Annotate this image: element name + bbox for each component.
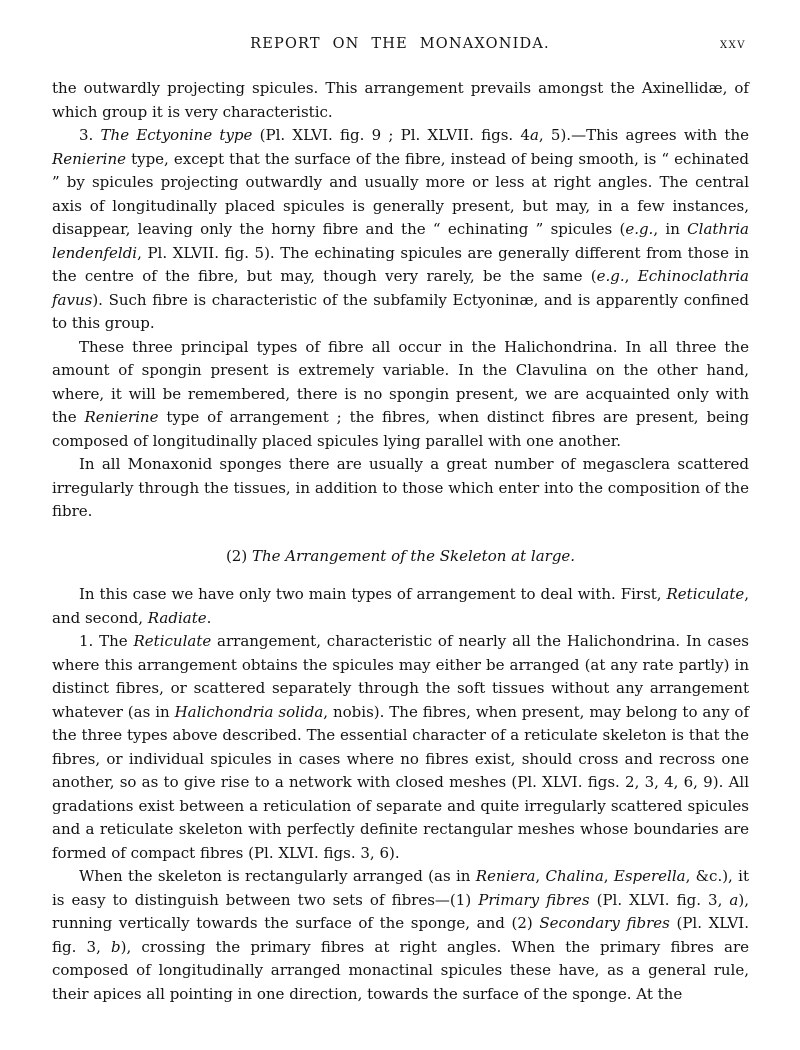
paragraph xyxy=(52,865,749,1006)
text-segment: (Pl. XLVI. fig. 9 ; Pl. XLVII. figs. 4 xyxy=(252,126,530,144)
italic-text-segment: a xyxy=(729,890,739,909)
text-segment: 3. xyxy=(79,126,101,144)
text-segment: type of arrangement ; the fibres, when distinct fibres are present, being composed of longitudinally placed spicules lying parallel with one another. xyxy=(52,408,749,450)
paragraph xyxy=(52,583,749,630)
italic-text-segment: a xyxy=(529,126,539,144)
italic-text-segment: Reticulate xyxy=(133,632,212,650)
italic-text-segment: Renierine xyxy=(84,408,159,426)
text-segment: , &c.), it is easy to distinguish between two sets of fibres—(1) xyxy=(52,867,749,909)
italic-text-segment: Radiate xyxy=(147,608,207,627)
text-segment: , xyxy=(535,867,546,885)
text-segment: ). Such fibre is characteristic of the subfamily Ectyoninæ, and is apparently confined to this group. xyxy=(52,290,749,332)
section-heading xyxy=(52,545,749,569)
italic-text-segment: Renierine xyxy=(52,149,127,168)
italic-text-segment: The Arrangement of the Skeleton at large. xyxy=(251,546,576,565)
paragraph xyxy=(52,630,749,865)
text-segment: 1. The xyxy=(79,632,134,650)
paragraph xyxy=(52,77,749,124)
paragraph xyxy=(52,124,749,336)
text-segment: , in xyxy=(653,220,688,238)
text-segment: (2) xyxy=(225,546,252,565)
text-segment: , xyxy=(624,267,638,285)
text-segment: In this case we have only two main types of arrangement to deal with. First, xyxy=(79,585,667,603)
italic-text-segment: The Ectyonine type xyxy=(100,126,253,144)
paragraph xyxy=(52,336,749,454)
text-segment: These three principal types of fibre all occur in the Halichondrina. In all three the amount of spongin present is extremely variable. In the Clavulina on the other hand, where, it will be remembered, there is no spongin present, we are acquainted only with the xyxy=(52,337,749,426)
page-header xyxy=(52,36,748,56)
italic-text-segment: Reticulate xyxy=(666,585,745,603)
text-segment: When the skeleton is rectangularly arranged (as in xyxy=(79,867,476,885)
text-segment: . xyxy=(206,608,212,627)
italic-text-segment: Esperella xyxy=(613,867,686,885)
text-segment: , 5).—This agrees with the xyxy=(538,126,749,144)
text-segment: In all Monaxonid sponges there are usually a great number of megasclera scattered irregularly through the tissues, in addition to those which enter into the composition of the fibre. xyxy=(52,455,749,520)
text-segment: type, except that the surface of the fibre, instead of being smooth, is “ echinated ” by spicules projecting outwardly and usually more or less at right angles. The central axis of longitudinally placed spicules is generally present, but may, in a few instances, disappear, leaving only the horny fibre and the “ echinating ” spicules ( xyxy=(52,149,749,238)
text-segment: the outwardly projecting spicules. This arrangement prevails amongst the Axinellidæ, of which group it is very characteristic. xyxy=(52,79,749,121)
text-segment: (Pl. XLVI. fig. 3, xyxy=(52,914,750,956)
text-segment: , Pl. XLVII. fig. 5). The echinating spicules are generally different from those in the centre of the fibre, but may, though very rarely, be the same ( xyxy=(52,243,749,285)
text-segment: arrangement, characteristic of nearly all the Halichondrina. In cases where this arrangement obtains the spicules may either be arranged (at any rate partly) in distinct fibres, or scattered separately through the soft tissues without any arrangement whatever (as in xyxy=(52,632,750,721)
italic-text-segment: Halichondria solida xyxy=(174,702,324,721)
running-title: REPORT ON THE MONAXONIDA. xyxy=(250,36,550,52)
text-segment: , xyxy=(603,867,614,885)
text-segment: ), running vertically towards the surface of the sponge, and (2) xyxy=(52,890,749,932)
italic-text-segment: Primary fibres xyxy=(478,890,590,909)
page-number: xxv xyxy=(720,36,746,52)
italic-text-segment: e.g. xyxy=(596,267,625,285)
page-body xyxy=(52,77,749,1006)
text-segment: (Pl. XLVI. fig. 3, xyxy=(589,890,730,909)
italic-text-segment: e.g. xyxy=(625,220,654,238)
italic-text-segment: b xyxy=(111,937,121,956)
italic-text-segment: Clathria lendenfeldi xyxy=(52,220,749,262)
text-segment: ), crossing the primary fibres at right angles. When the primary fibres are composed of longitudinally arranged monactinal spicules these have, as a general rule, their apices all pointing in one direction, towards the surface of the sponge. At the xyxy=(52,937,749,1003)
italic-text-segment: Chalina xyxy=(545,867,604,885)
paragraph xyxy=(52,453,749,524)
text-segment: , and second, xyxy=(52,585,749,627)
italic-text-segment: Echinoclathria favus xyxy=(52,267,749,309)
text-segment: , nobis). The fibres, when present, may belong to any of the three types above described. The essential character of a reticulate skeleton is that the fibres, or individual spicules in cases where no fibres exist, should cross and recross one another, so as to give rise to a network with closed meshes (Pl. XLVI. figs. 2, 3, 4, 6, 9). All gradations exist between a reticulation of separate and quite irregularly scattered spicules and a reticulate skeleton with perfectly definite rectangular meshes whose boundaries are formed of compact fibres (Pl. XLVI. figs. 3, 6). xyxy=(52,702,750,862)
italic-text-segment: Secondary fibres xyxy=(539,914,670,932)
italic-text-segment: Reniera xyxy=(475,867,536,885)
